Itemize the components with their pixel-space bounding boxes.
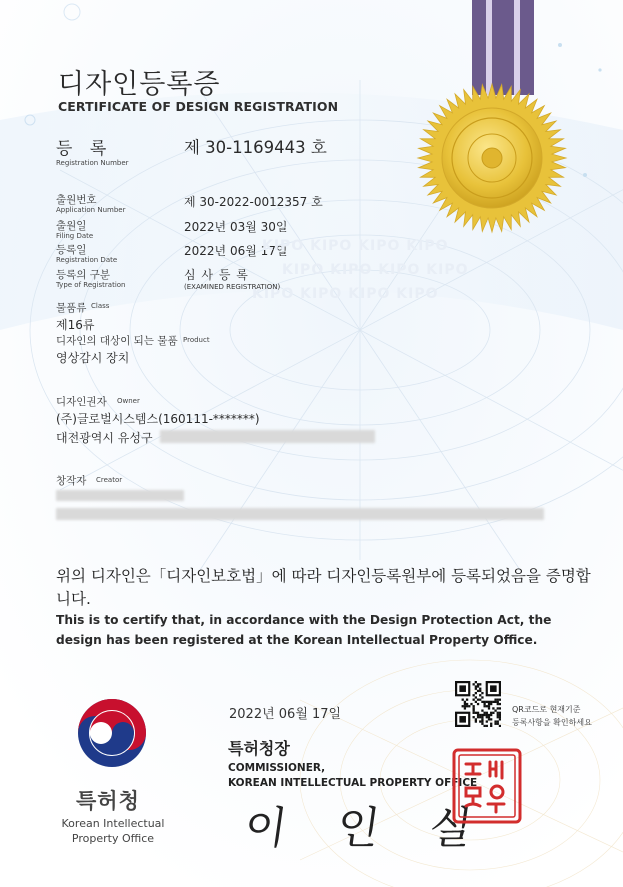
registration-label: 등 록 — [56, 139, 113, 159]
qr-note — [512, 703, 592, 729]
commissioner-signature: 이 인 실 — [240, 803, 494, 854]
agency-name: 특허청 — [76, 789, 140, 813]
registration-number: 제 30-1169443 호 — [184, 138, 327, 157]
filing-label: 출원일 — [56, 220, 87, 232]
owner-label-en: Owner — [117, 397, 140, 405]
redacted-address — [160, 430, 375, 443]
qr-code-icon[interactable] — [455, 681, 501, 727]
owner-name: (주)글로벌시스템스(160111-*******) — [56, 412, 260, 426]
filing-label-en: Filing Date — [56, 232, 94, 240]
watermark-line-1: KIPO KIPO KIPO KIPO — [262, 238, 449, 254]
qr-note-line-1: QR코드로 현재기준 — [512, 705, 581, 714]
official-seal-icon — [452, 748, 522, 824]
class-value: 제16류 — [56, 318, 95, 332]
product-label: 디자인의 대상이 되는 물품 — [56, 335, 178, 347]
class-label: 물품류 — [56, 302, 87, 314]
certify-statement-ko: 위의 디자인은「디자인보호법」에 따라 디자인등록원부에 등록되었음을 증명합니다. — [56, 567, 591, 608]
application-label: 출원번호 — [56, 194, 97, 206]
certificate-title: 디자인등록증 — [58, 69, 221, 100]
application-label-en: Application Number — [56, 206, 126, 214]
gold-seal — [412, 78, 572, 238]
reg-date-label-en: Registration Date — [56, 256, 118, 264]
class-label-en: Class — [91, 302, 110, 310]
reg-type-label: 등록의 구분 — [56, 269, 111, 281]
owner-address: 대전광역시 유성구 — [56, 431, 153, 445]
registration-type-en: (EXAMINED REGISTRATION) — [184, 283, 281, 291]
registration-date: 2022년 06월 17일 — [184, 244, 288, 258]
agency-name-en — [60, 816, 166, 846]
issue-date: 2022년 06월 17일 — [229, 707, 342, 722]
watermark-line-2: KIPO KIPO KIPO KIPO — [282, 262, 469, 278]
product-label-en: Product — [183, 336, 210, 344]
agency-en-line-2: Property Office — [71, 832, 155, 845]
commissioner-en-line-1: COMMISSIONER, — [228, 762, 326, 774]
watermark-line-3: KIPO KIPO KIPO KIPO — [252, 286, 439, 302]
application-number: 제 30-2022-0012357 호 — [184, 195, 323, 209]
qr-note-line-2: 등록사항을 확인하세요 — [512, 718, 592, 727]
reg-type-label-en: Type of Registration — [56, 281, 126, 289]
redacted-creator-1 — [56, 490, 184, 501]
filing-date: 2022년 03월 30일 — [184, 220, 288, 234]
owner-label: 디자인권자 — [56, 396, 107, 408]
registration-type: 심 사 등 록 — [184, 268, 249, 282]
creator-label: 창작자 — [56, 475, 87, 487]
product-value: 영상감시 장치 — [56, 351, 130, 365]
creator-label-en: Creator — [96, 476, 123, 484]
commissioner-title-en — [228, 761, 477, 791]
redacted-creator-2 — [56, 508, 544, 520]
certificate-title-en: CERTIFICATE OF DESIGN REGISTRATION — [58, 99, 339, 114]
certify-statement-en: This is to certify that, in accordance with the Design Protection Act, the design has been registered at the Korean Intellectual Property Office. — [56, 613, 552, 647]
kipo-logo-icon — [76, 697, 148, 769]
registration-label-en: Registration Number — [56, 159, 129, 167]
commissioner-en-line-2: KOREAN INTELLECTUAL PROPERTY OFFICE — [228, 777, 478, 789]
reg-date-label: 등록일 — [56, 244, 87, 256]
commissioner-title: 특허청장 — [228, 739, 290, 758]
agency-en-line-1: Korean Intellectual — [61, 817, 165, 830]
